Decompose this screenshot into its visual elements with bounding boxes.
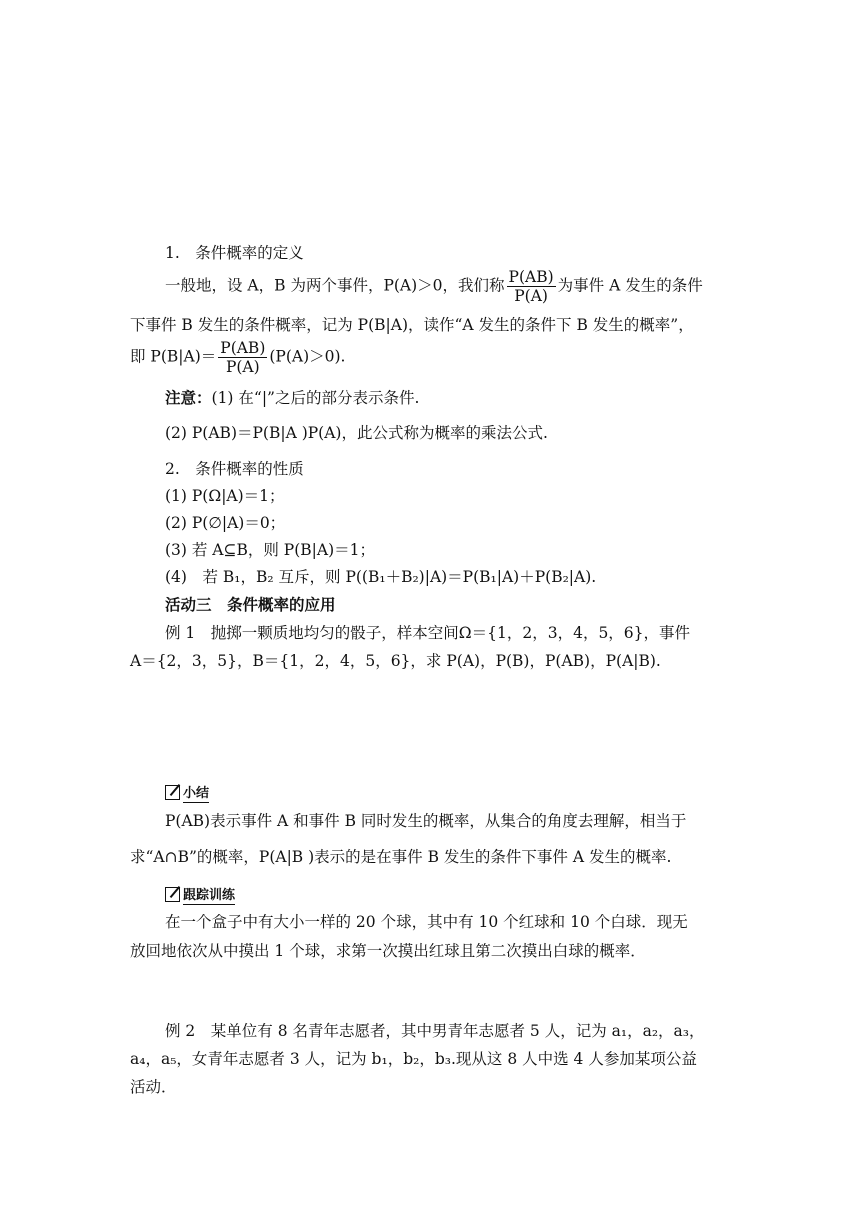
definition-line2: 下事件 B 发生的条件概率，记为 P(B|A)，读作“A 发生的条件下 B 发生的概率”，	[130, 316, 694, 334]
definition-line1-post: 为事件 A 发生的条件	[557, 276, 703, 295]
note1-text: (1) 在“|”之后的部分表示条件.	[211, 389, 420, 407]
note-line2: (2) P(AB)＝P(B|A )P(A)，此公式称为概率的乘法公式.	[165, 424, 548, 442]
property-2: (2) P(∅|A)＝0；	[165, 514, 286, 532]
fraction-numerator: P(AB)	[508, 268, 554, 286]
example1-line2: A＝{2，3，5}，B＝{1，2，4，5，6}，求 P(A)，P(B)，P(AB)，P(A|B).	[130, 652, 661, 670]
summary-tag	[165, 782, 209, 803]
property-3: (3) 若 A⊆B，则 P(B|A)＝1；	[165, 541, 375, 559]
note-label: 注意：	[165, 388, 212, 407]
note-line1	[165, 387, 419, 409]
conditional-fraction	[507, 268, 556, 305]
formula-fraction	[218, 339, 267, 376]
practice-tag-label: 跟踪训练	[183, 884, 235, 905]
example2-line2: a₄，a₅，女青年志愿者 3 人，记为 b₁，b₂，b₃.现从这 8 人中选 4 人参加某项公益	[130, 1050, 697, 1068]
activity3-heading: 活动三 条件概率的应用	[165, 595, 336, 614]
summary-line1: P(AB)表示事件 A 和事件 B 同时发生的概率，从集合的角度去理解，相当于	[165, 812, 687, 830]
section2-heading: 2. 条件概率的性质	[165, 460, 304, 478]
property-1: (1) P(Ω|A)＝1；	[165, 487, 285, 505]
definition-line1-pre: 一般地，设 A，B 为两个事件，P(A)＞0，我们称	[165, 276, 505, 295]
pen-icon	[165, 887, 180, 902]
section1-heading: 1. 条件概率的定义	[165, 244, 304, 262]
formula-denominator: P(A)	[225, 358, 260, 376]
property-4: (4) 若 B₁，B₂ 互斥，则 P((B₁＋B₂)|A)＝P(B₁|A)＋P(B₂|A).	[165, 568, 597, 586]
formula-numerator: P(AB)	[220, 339, 266, 357]
practice-line2: 放回地依次从中摸出 1 个球，求第一次摸出红球且第二次摸出白球的概率．	[130, 942, 646, 960]
definition-line1	[165, 268, 703, 305]
definition-line3-pre: 即 P(B|A)＝	[130, 347, 217, 366]
fraction-denominator: P(A)	[514, 287, 548, 305]
summary-tag-label: 小结	[183, 782, 209, 803]
definition-line3-post: (P(A)＞0).	[269, 347, 346, 366]
example2-line3: 活动．	[130, 1078, 177, 1096]
pen-icon	[165, 785, 180, 800]
practice-tag	[165, 884, 235, 905]
example2-line1: 例 2 某单位有 8 名青年志愿者，其中男青年志愿者 5 人，记为 a₁，a₂，a₃，	[165, 1022, 705, 1040]
practice-line1: 在一个盒子中有大小一样的 20 个球，其中有 10 个红球和 10 个白球．现无	[165, 913, 688, 931]
summary-line2: 求“A∩B”的概率，P(A|B )表示的是在事件 B 发生的条件下事件 A 发生的概率.	[130, 848, 672, 866]
example1-line1: 例 1 抛掷一颗质地均匀的骰子，样本空间Ω＝{1，2，3，4，5，6}，事件	[165, 624, 691, 642]
definition-line3	[130, 339, 345, 376]
